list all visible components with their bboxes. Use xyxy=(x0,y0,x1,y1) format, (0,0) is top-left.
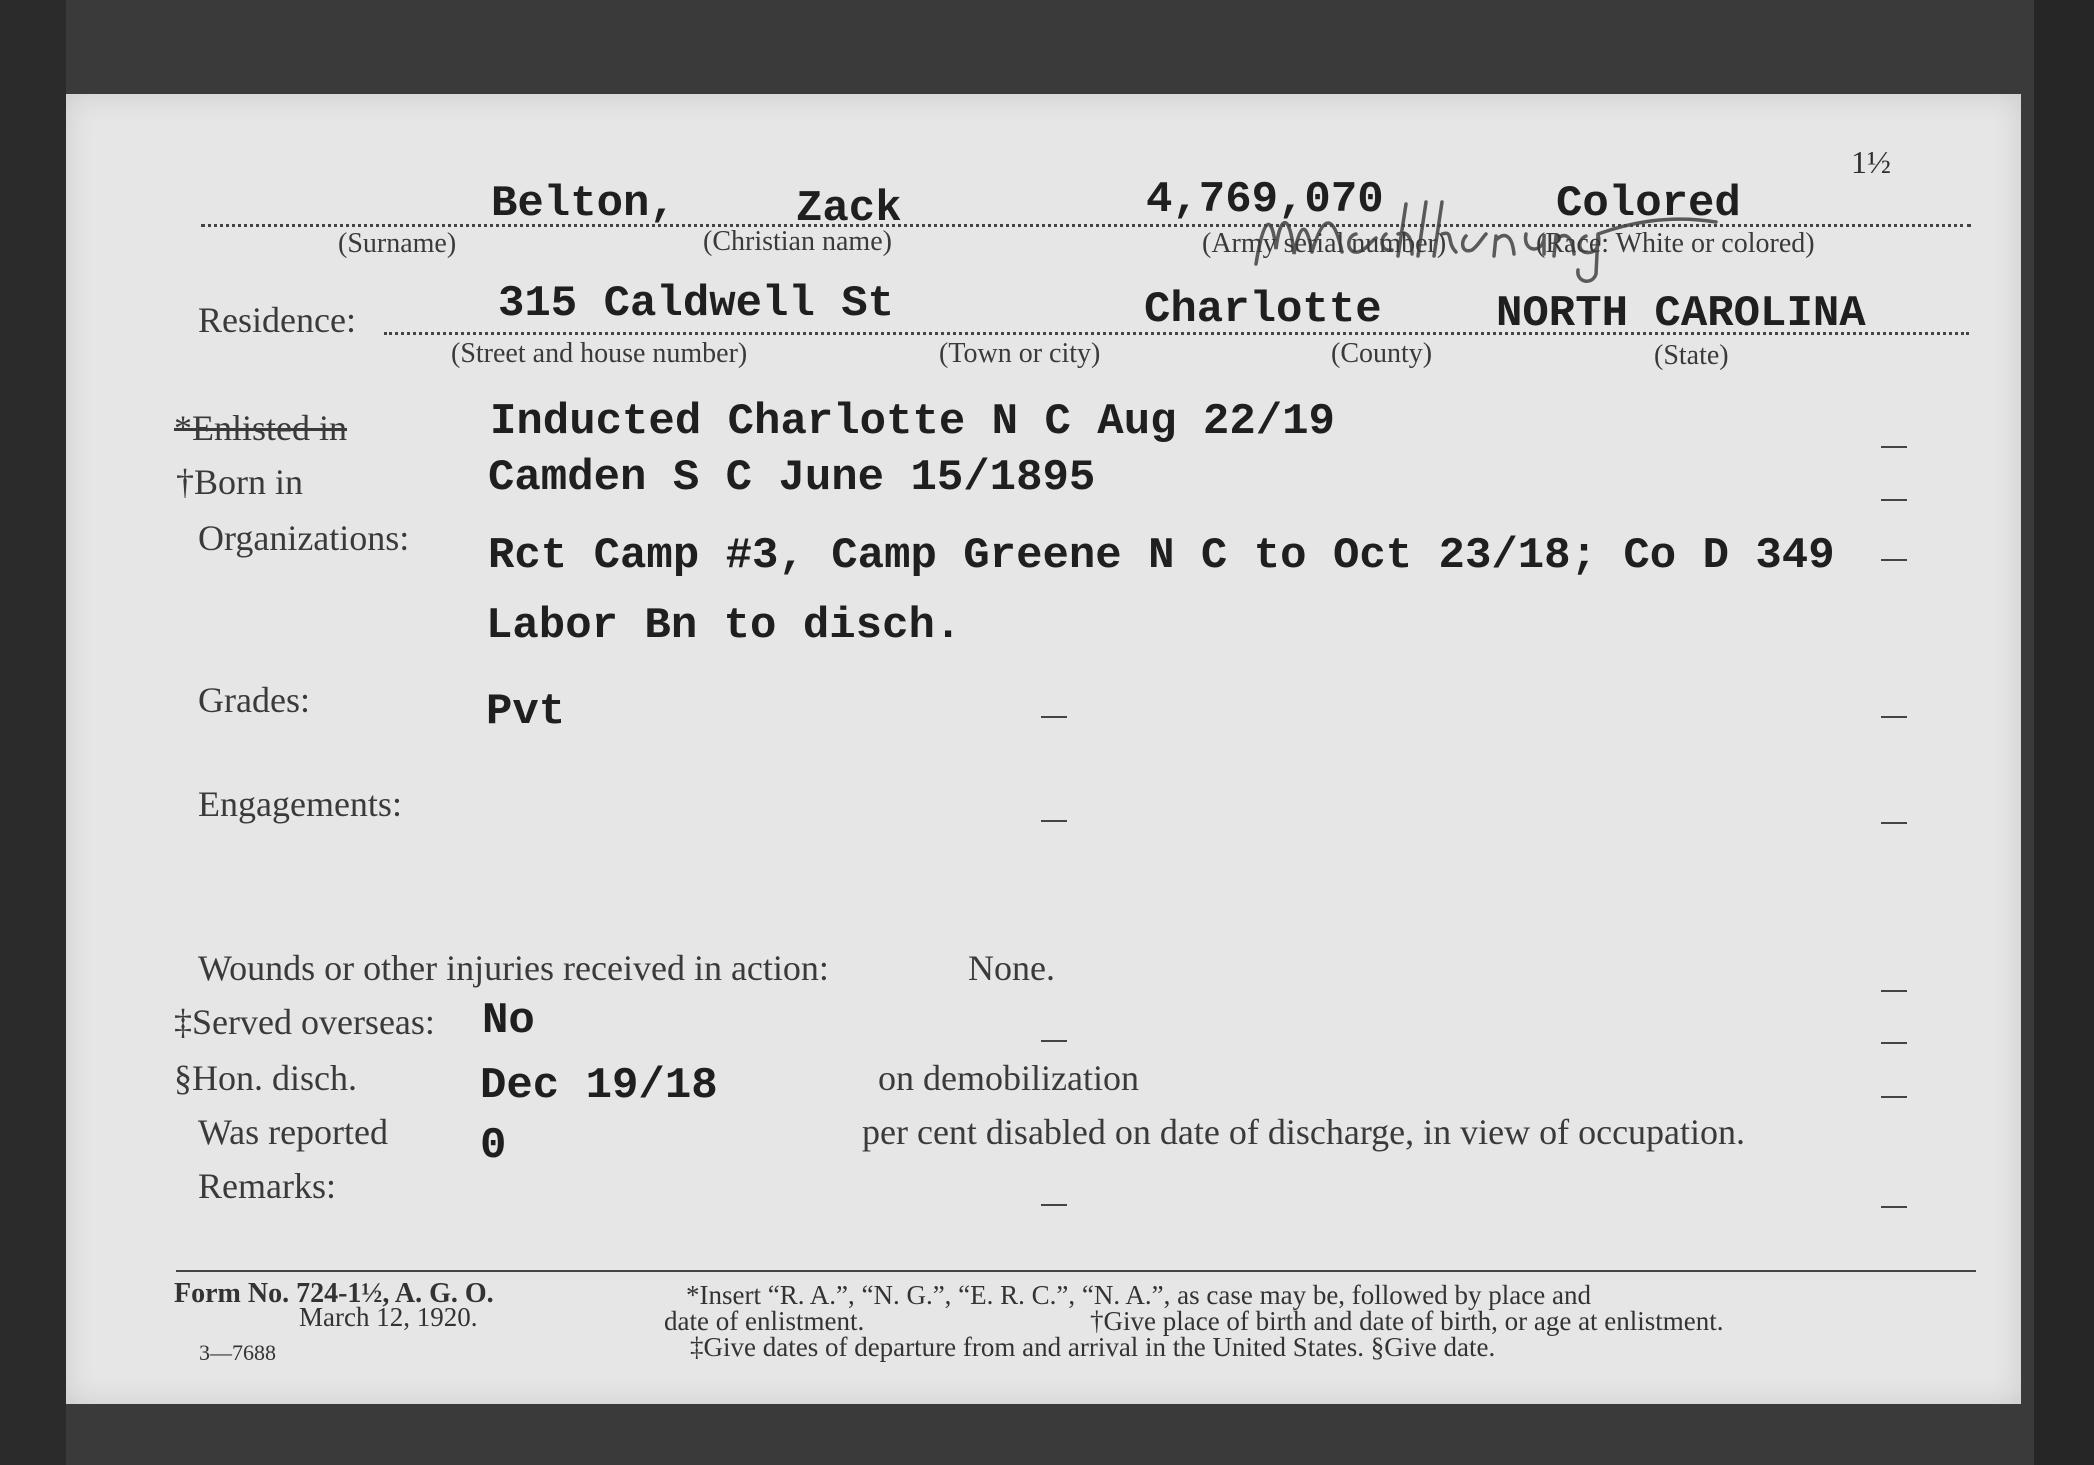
grades-label: Grades: xyxy=(198,680,310,720)
footer-divider xyxy=(176,1270,1976,1272)
grades-value: Pvt xyxy=(486,687,566,737)
scan-background-left xyxy=(0,0,66,1465)
footnote-line-2a: date of enlistment. xyxy=(664,1306,865,1336)
town-caption: (Town or city) xyxy=(939,338,1101,369)
surname-caption: (Surname) xyxy=(338,228,457,259)
state-caption: (State) xyxy=(1654,340,1729,371)
was-reported-note: per cent disabled on date of discharge, in view of occupation. xyxy=(862,1112,1746,1152)
hon-disch-date: Dec 19/18 xyxy=(480,1061,718,1111)
form-number: Form No. 724-1½, A. G. O. xyxy=(174,1278,494,1309)
scan-background-right xyxy=(2034,0,2094,1465)
born-value: Camden S C June 15/1895 xyxy=(488,453,1096,503)
blank-dash xyxy=(1881,716,1907,718)
blank-dash xyxy=(1881,1096,1907,1098)
born-label: †Born in xyxy=(176,462,304,502)
footnote-line-3: ‡Give dates of departure from and arrival in the United States. §Give date. xyxy=(690,1332,1496,1362)
hon-disch-label: §Hon. disch. xyxy=(174,1058,357,1098)
blank-dash xyxy=(1881,1042,1907,1044)
blank-dash xyxy=(1881,559,1907,561)
race-caption: (Race: White or colored) xyxy=(1536,228,1815,259)
served-overseas-label: ‡Served overseas: xyxy=(174,1002,435,1042)
was-reported-label: Was reported xyxy=(198,1112,389,1152)
remarks-label: Remarks: xyxy=(198,1166,336,1206)
form-date: March 12, 1920. xyxy=(299,1302,478,1332)
blank-dash xyxy=(1041,716,1067,718)
service-record-card xyxy=(66,94,2021,1404)
served-overseas-value: No xyxy=(482,996,535,1046)
surname-value: Belton, xyxy=(491,179,676,229)
print-number: 3—7688 xyxy=(199,1340,276,1365)
footnote-line-1: *Insert “R. A.”, “N. G.”, “E. R. C.”, “N. A.”, as case may be, followed by place and xyxy=(686,1280,1591,1310)
town-value: Charlotte xyxy=(1144,285,1382,335)
organizations-label: Organizations: xyxy=(198,518,410,558)
race-value: Colored xyxy=(1556,179,1741,229)
hon-disch-note: on demobilization xyxy=(878,1058,1139,1098)
blank-dash xyxy=(1041,1204,1067,1206)
engagements-label: Engagements: xyxy=(198,784,402,824)
wounds-label: Wounds or other injuries received in action: xyxy=(198,948,829,988)
county-caption: (County) xyxy=(1331,338,1433,369)
blank-dash xyxy=(1881,822,1907,824)
blank-dash xyxy=(1041,1040,1067,1042)
organizations-line-1: Rct Camp #3, Camp Greene N C to Oct 23/18; Co D 349 xyxy=(488,531,1835,581)
state-value: NORTH CAROLINA xyxy=(1496,289,1866,339)
enlisted-value: Inducted Charlotte N C Aug 22/19 xyxy=(490,397,1335,447)
blank-dash xyxy=(1041,820,1067,822)
card-fraction-number: 1½ xyxy=(1851,144,1891,180)
christian-name-caption: (Christian name) xyxy=(703,226,892,257)
blank-dash xyxy=(1881,990,1907,992)
street-caption: (Street and house number) xyxy=(451,338,748,369)
army-serial-number-value: 4,769,070 xyxy=(1146,175,1384,225)
wounds-value: None. xyxy=(968,948,1055,988)
footnote-line-2b: †Give place of birth and date of birth, or age at enlistment. xyxy=(1090,1306,1724,1336)
residence-label: Residence: xyxy=(198,300,356,340)
was-reported-value: 0 xyxy=(480,1121,507,1171)
christian-name-value: Zack xyxy=(796,184,902,234)
enlisted-label: *Enlisted in xyxy=(174,408,347,448)
blank-dash xyxy=(1881,499,1907,501)
street-value: 315 Caldwell St xyxy=(498,279,895,329)
organizations-line-2: Labor Bn to disch. xyxy=(486,601,962,651)
blank-dash xyxy=(1881,446,1907,448)
army-serial-caption: (Army serial number) xyxy=(1202,228,1447,259)
blank-dash xyxy=(1881,1206,1907,1208)
